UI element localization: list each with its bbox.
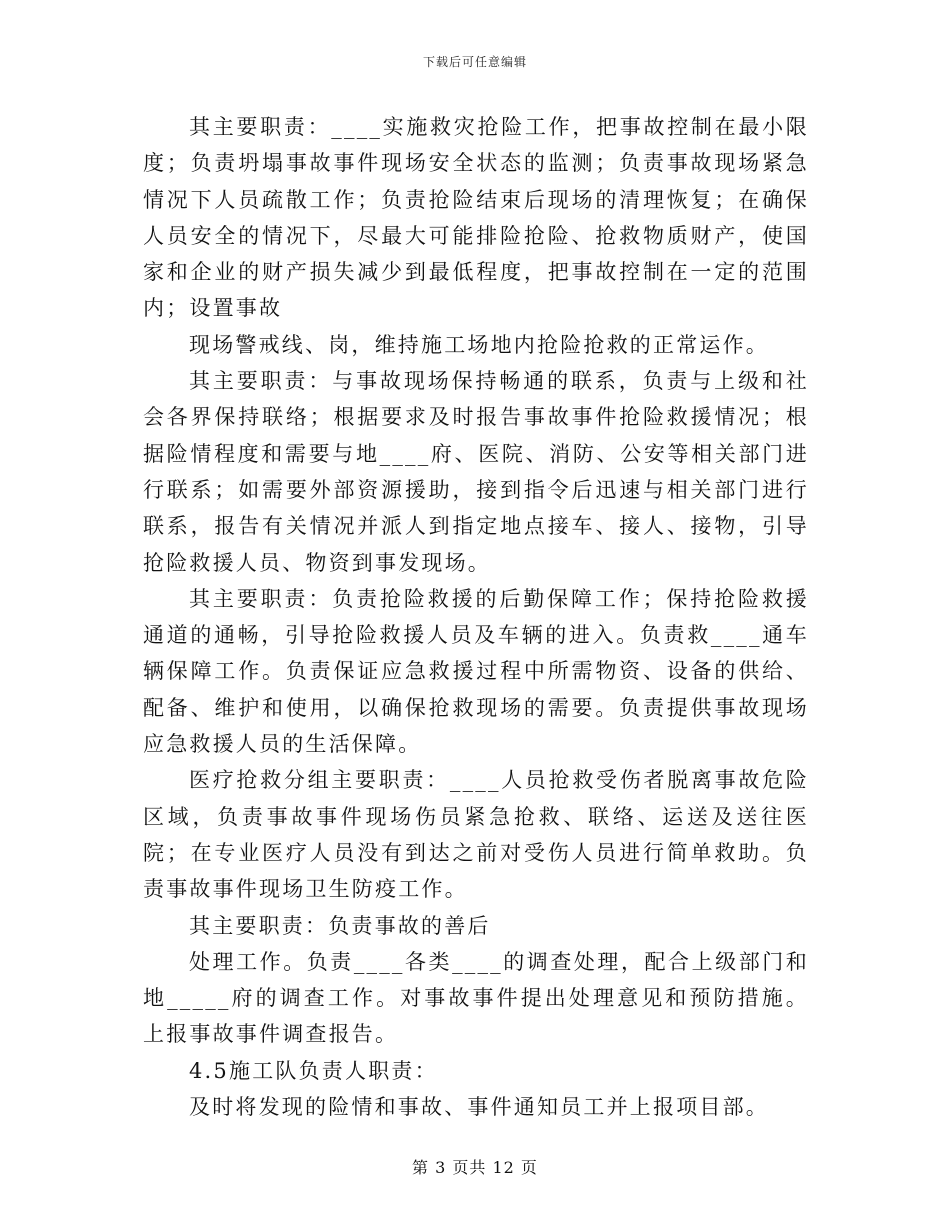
section-heading-team-leader: 4.5施工队负责人职责： xyxy=(189,1058,438,1083)
page-number: 第 3 页共 12 页 xyxy=(412,1158,538,1177)
document-body xyxy=(143,109,809,1125)
paragraph-rescue-duties: 其主要职责：____实施救灾抢险工作，把事故控制在最小限度；负责坍塌事故事件现场安全状态的监测；负责事故现场紧急情况下人员疏散工作；负责抢险结束后现场的清理恢复；在确保人员安全的情况下，尽最大可能排险抢险、抢救物质财产，使国家和企业的财产损失减少到最低程度，把事故控制在一定的范围内；设置事故 xyxy=(143,115,809,321)
page-header: 下载后可任意编辑 xyxy=(422,55,527,69)
paragraph-medical-duties: 医疗抢救分组主要职责：____人员抢救受伤者脱离事故危险区域，负责事故事件现场伤员紧急抢救、联络、运送及送往医院；在专业医疗人员没有到达之前对受伤人员进行简单救助。负责事故事件现场卫生防疫工作。 xyxy=(143,768,809,902)
paragraph-liaison-duties: 其主要职责：与事故现场保持畅通的联系，负责与上级和社会各界保持联络；根据要求及时报告事故事件抢险救援情况；根据险情程度和需要与地____府、医院、消防、公安等相关部门进行联系；如需要外部资源援助，接到指令后迅速与相关部门进行联系，报告有关情况并派人到指定地点接车、接人、接物，引导抢险救援人员、物资到事发现场。 xyxy=(143,369,809,575)
paragraph-scene-cordon: 现场警戒线、岗，维持施工场地内抢险抢救的正常运作。 xyxy=(189,332,769,357)
paragraph-aftermath-duties: 其主要职责：负责事故的善后 xyxy=(189,913,491,938)
paragraph-logistics-duties: 其主要职责：负责抢险救援的后勤保障工作；保持抢险救援通道的通畅，引导抢险救援人员及车辆的进入。负责救____通车辆保障工作。负责保证应急救援过程中所需物资、设备的供给、配备、维护和使用，以确保抢救现场的需要。负责提供事故现场应急救援人员的生活保障。 xyxy=(143,586,809,757)
paragraph-investigation: 处理工作。负责____各类____的调查处理，配合上级部门和地_____府的调查工作。对事故事件提出处理意见和预防措施。上报事故事件调查报告。 xyxy=(143,949,809,1047)
paragraph-team-leader-duties: 及时将发现的险情和事故、事件通知员工并上报项目部。 xyxy=(189,1095,769,1120)
